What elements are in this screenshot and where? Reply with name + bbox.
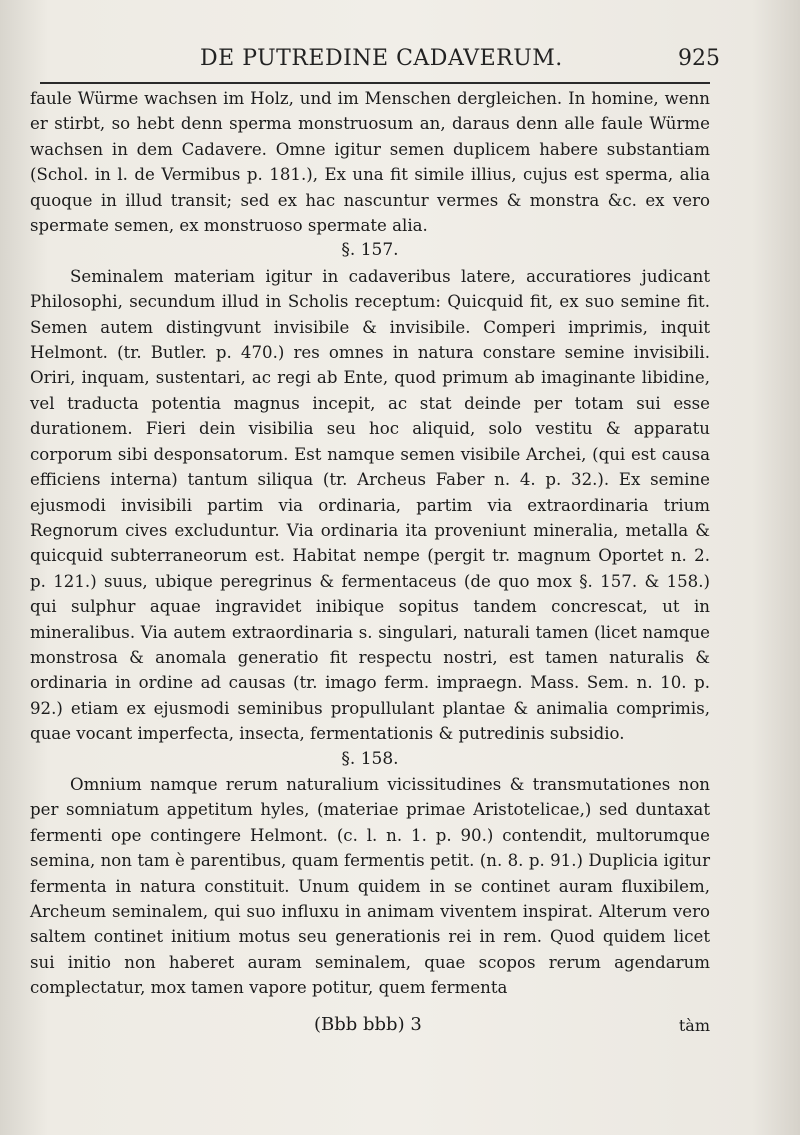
footer-line bbox=[30, 1014, 710, 1042]
running-title: DE PUTREDINE CADAVERUM. bbox=[200, 46, 563, 71]
paragraph-1: faule Würme wachsen im Holz, und im Menschen dergleichen. In homine, wenn er stirbt, so hebt denn sperma monstruosum an, daraus denn alle faule Würme wachsen in dem Cadavere. Omne igitur semen duplicem habere substantiam (Schol. in l. de Vermibus p. 181.), Ex una fit simile illius, cujus est sperma, alia quoque in illud transit; sed ex hac nascuntur vermes & monstra &c. ex vero spermate semen, ex monstruoso spermate alia. bbox=[30, 89, 710, 236]
signature-mark: (Bbb bbb) 3 bbox=[314, 1014, 422, 1035]
header-rule bbox=[40, 82, 710, 84]
body-text bbox=[30, 86, 710, 1001]
section-heading-157: §. 157. bbox=[341, 240, 399, 261]
running-head bbox=[40, 40, 720, 74]
catchword: tàm bbox=[678, 1016, 710, 1035]
page-number: 925 bbox=[678, 46, 720, 71]
paragraph-2: Seminalem materiam igitur in cadaveribus latere, accuratiores judicant Philosophi, secundum illud in Scholis receptum: Quicquid fit, ex suo semine fit. Semen autem distingvunt invisibile & invisibile. Comperi imprimis, inquit Helmont. (tr. Butler. p. 470.) res omnes in natura constare semine invisibili. Oriri, inquam, sustentari, ac regi ab Ente, quod primum ab imaginante libidine, vel traducta potentia magnus incepit, ac stat deinde per totam sui esse durationem. Fieri dein visibilia seu hoc aliquid, solo vestitu & apparatu corporum sibi desponsatorum. Est namque semen visibile Archei, (qui est causa efficiens interna) tantum siliqua (tr. Archeus Faber n. 4. p. 32.). Ex semine ejusmodi invisibili partim via ordinaria, partim via extraordinaria trium Regnorum cives excluduntur. Via ordinaria ita proveniunt mineralia, metalla & quicquid subterraneorum est. Habitat nempe (pergit tr. magnum Oportet n. 2. p. 121.) suus, ubique peregrinus & fermentaceus (de quo mox §. 157. & 158.) qui sulphur aquae ingravidet inibique sopitus tandem concrescat, ut in mineralibus. Via autem extraordinaria s. singulari, naturali tamen (licet namque monstrosa & anomala generatio fit respectu nostri, est tamen naturalis & ordinaria in ordine ad causas (tr. imago ferm. impraegn. Mass. Sem. n. 10. p. 92.) etiam ex ejusmodi seminibus propullulant plantae & animalia comprimis, quae vocant imperfecta, insecta, fermentationis & putredinis subsidio. bbox=[30, 266, 710, 744]
section-heading-158: §. 158. bbox=[341, 748, 399, 769]
paragraph-3: Omnium namque rerum naturalium vicissitudines & transmutationes non per somniatum appetitum hyles, (materiae primae Aristotelicae,) sed duntaxat fermenti ope contingere Helmont. (c. l. n. 1. p. 90.) contendit, multorumque semina, non tam è parentibus, quam fermentis petit. (n. 8. p. 91.) Duplicia igitur fermenta in natura constituit. Unum quidem in se continet auram fluxibilem, Archeum seminalem, qui suo influxu in animam viventem inspirat. Alterum vero saltem continet initium motus seu generationis rei in rem. Quod quidem licet sui initio non haberet auram seminalem, quae scopos rerum agendarum complectatur, mox tamen vapore potitur, quem fermenta bbox=[30, 774, 710, 998]
